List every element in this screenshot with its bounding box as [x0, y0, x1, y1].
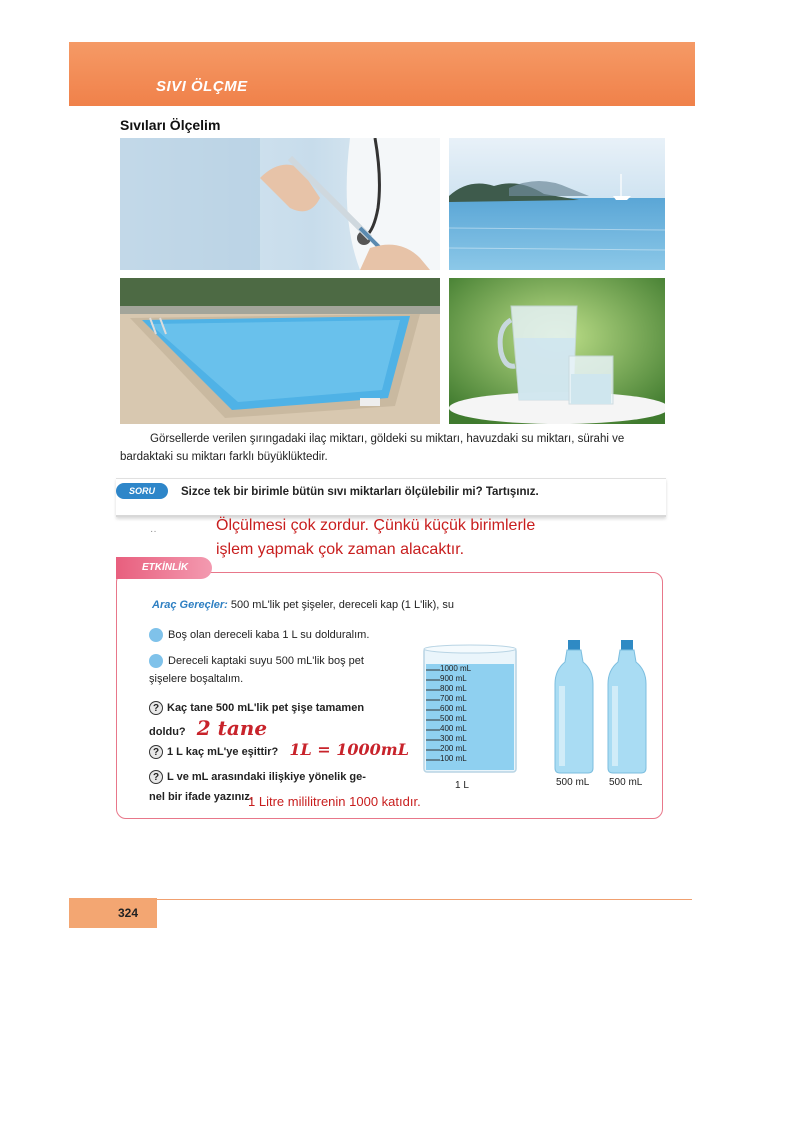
beaker-scale-label: 1000 mL — [440, 664, 472, 673]
beaker-scale-label: 200 mL — [440, 744, 467, 753]
activity-badge: ETKİNLİK — [116, 557, 212, 579]
measuring-beaker — [420, 640, 520, 775]
question-2-text: 1 L kaç mL'ye eşittir? — [167, 746, 279, 758]
pitcher-photo — [449, 278, 665, 424]
question-mark-icon: ? — [149, 770, 163, 784]
step-2 — [149, 652, 364, 688]
step-2-text-2: şişelere boşaltalım. — [149, 673, 244, 685]
step-bullet-icon — [149, 628, 163, 642]
beaker-scale-label: 400 mL — [440, 724, 467, 733]
beaker-scale-label: 300 mL — [440, 734, 467, 743]
question-2 — [149, 740, 409, 759]
bottle-1 — [553, 640, 595, 774]
lake-photo — [449, 138, 665, 270]
materials-line — [152, 599, 454, 611]
page-number-band — [69, 898, 157, 928]
images-caption — [120, 430, 665, 466]
bottle-1-label: 500 mL — [556, 777, 590, 788]
section-title: Sıvıları Ölçelim — [120, 117, 221, 133]
materials-text: 500 mL'lik pet şişeler, dereceli kap (1 L'lik), su — [230, 599, 454, 611]
footer-line — [157, 899, 692, 900]
dash-marker: ·· — [150, 526, 157, 537]
question-1 — [149, 698, 364, 742]
question-1-text-2: doldu? — [149, 726, 186, 738]
question-mark-icon: ? — [149, 745, 163, 759]
materials-label: Araç Gereçler: — [152, 599, 228, 611]
question-2-answer: 1L = 1000mL — [289, 740, 409, 759]
beaker-label: 1 L — [455, 780, 469, 791]
page-number: 324 — [118, 906, 139, 920]
step-1-text: Boş olan dereceli kaba 1 L su dolduralım. — [168, 628, 370, 641]
question-3-text-1: L ve mL arasındaki ilişkiye yönelik ge- — [167, 771, 366, 783]
syringe-photo — [120, 138, 440, 270]
page-title: SIVI ÖLÇME — [156, 78, 248, 95]
header-banner — [69, 42, 695, 106]
question-1-text-1: Kaç tane 500 mL'lik pet şişe tamamen — [167, 702, 365, 714]
step-1 — [149, 628, 369, 642]
question-badge: SORU — [116, 483, 168, 499]
caption-line-1: Görsellerde verilen şırıngadaki ilaç miktarı, göldeki su miktarı, havuzdaki su miktarı, sürahi ve — [150, 433, 625, 445]
pool-photo — [120, 278, 440, 424]
beaker-scale-label: 600 mL — [440, 704, 467, 713]
step-2-text-1: Dereceli kaptaki suyu 500 mL'lik boş pet — [168, 655, 364, 667]
answer-line-2: işlem yapmak çok zaman alacaktır. — [216, 541, 465, 558]
caption-line-2: bardaktaki su miktarı farklı büyüklüktedir. — [120, 451, 328, 463]
question-1-answer: 2 tane — [196, 716, 268, 740]
question-mark-icon: ? — [149, 701, 163, 715]
beaker-scale-label: 900 mL — [440, 674, 467, 683]
question-3-answer: 1 Litre mililitrenin 1000 katıdır. — [248, 794, 421, 809]
beaker-scale-label: 100 mL — [440, 754, 467, 763]
beaker-scale-label: 700 mL — [440, 694, 467, 703]
beaker-scale-label: 500 mL — [440, 714, 467, 723]
bottle-2-label: 500 mL — [609, 777, 643, 788]
question-text: Sizce tek bir birimle bütün sıvı miktarları ölçülebilir mi? Tartışınız. — [181, 486, 539, 498]
answer-line-1: Ölçülmesi çok zordur. Çünkü küçük birimlerle — [216, 517, 536, 534]
bottle-2 — [606, 640, 648, 774]
step-bullet-icon — [149, 654, 163, 668]
beaker-scale-label: 800 mL — [440, 684, 467, 693]
question-3-text-2: nel bir ifade yazınız. — [149, 791, 253, 803]
